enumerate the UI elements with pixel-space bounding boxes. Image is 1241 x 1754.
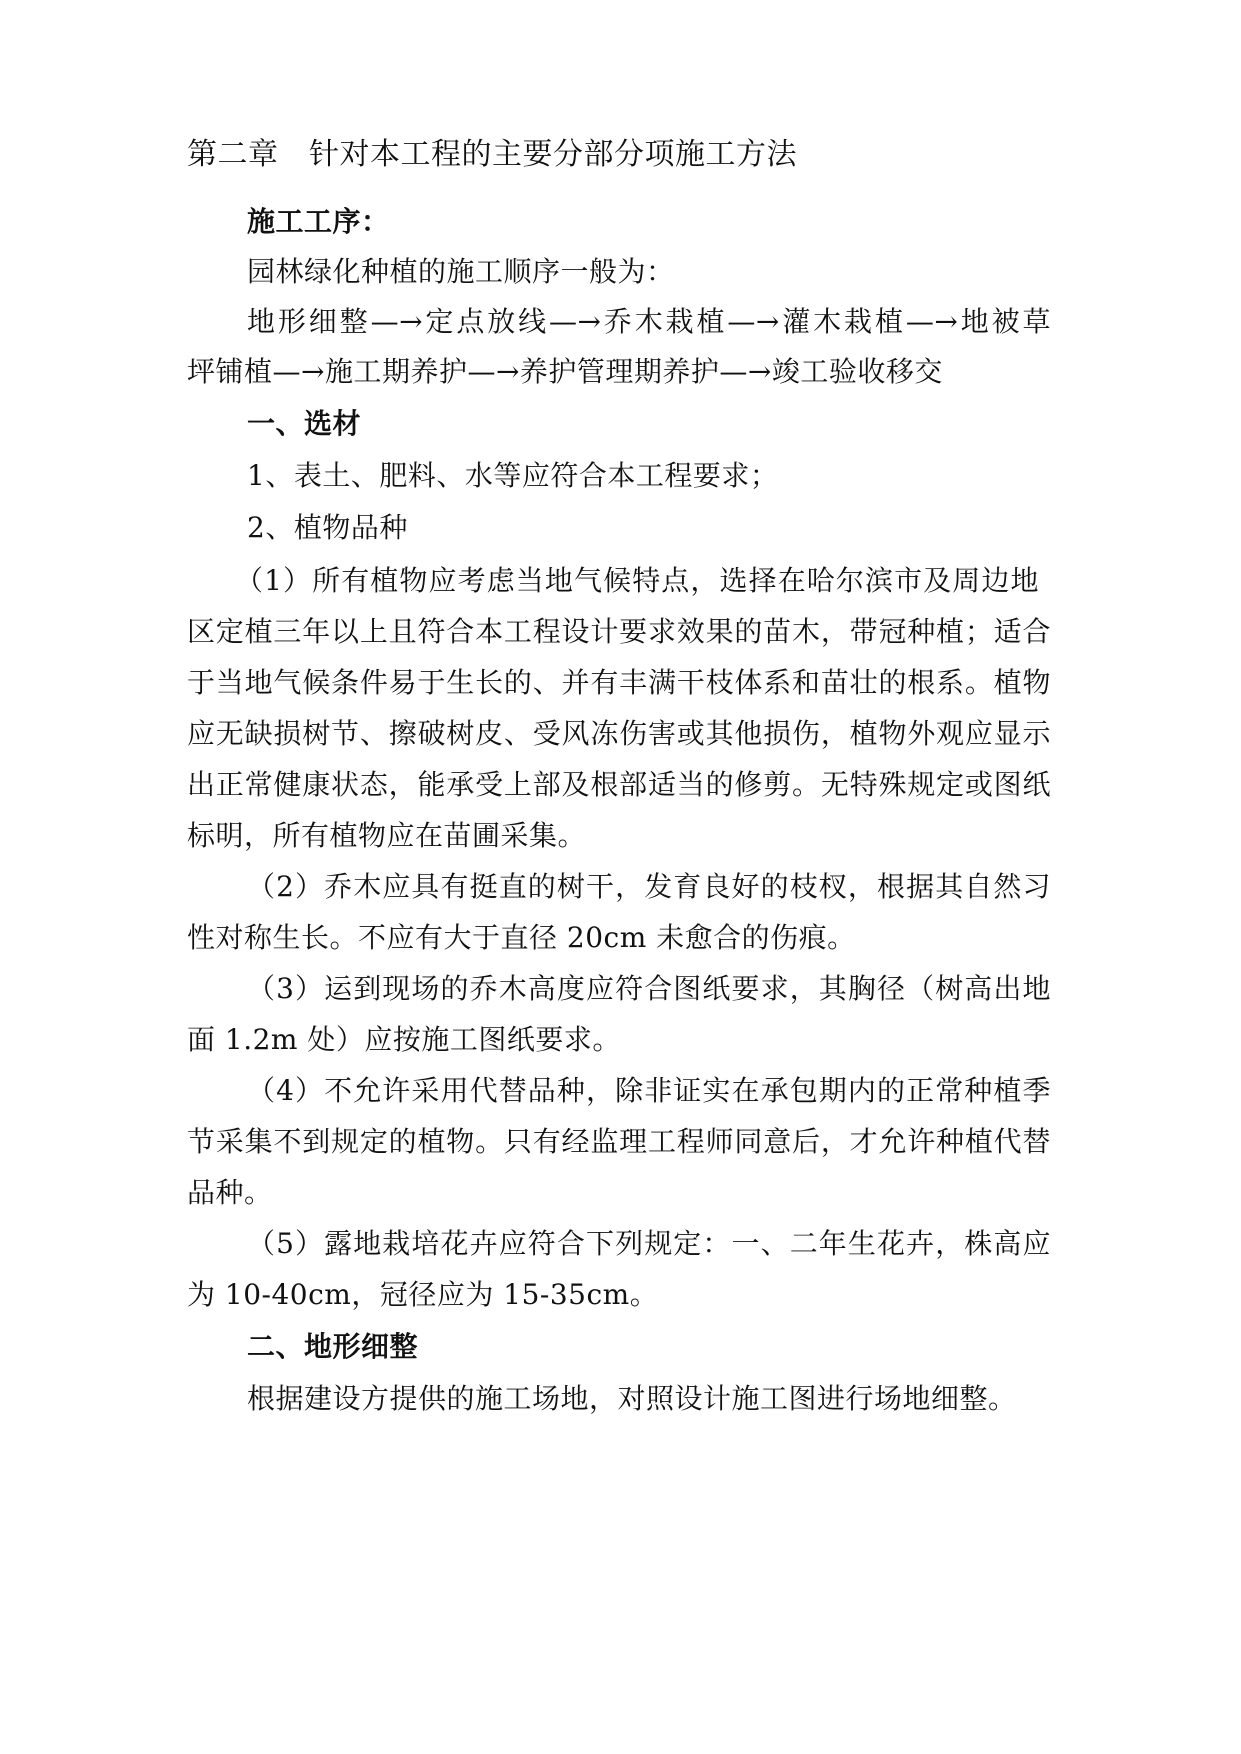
paragraph-line: （5）露地栽培花卉应符合下列规定：一、二年生花卉，株高应 <box>247 1227 1051 1260</box>
paragraph-line: 区定植三年以上且符合本工程设计要求效果的苗木，带冠种植；适合 <box>187 615 1051 648</box>
materials-item: 1、表土、肥料、水等应符合本工程要求； <box>247 459 779 492</box>
paragraph-line: （1）所有植物应考虑当地气候特点，选择在哈尔滨市及周边地 <box>235 564 1039 597</box>
paragraph-line: （2）乔木应具有挺直的树干，发育良好的枝杈，根据其自然习 <box>247 870 1051 903</box>
paragraph-line: 出正常健康状态，能承受上部及根部适当的修剪。无特殊规定或图纸 <box>187 768 1051 801</box>
paragraph-line: 应无缺损树节、擦破树皮、受风冻伤害或其他损伤，植物外观应显示 <box>187 717 1051 750</box>
chapter-title: 第二章 针对本工程的主要分部分项施工方法 <box>187 137 797 172</box>
process-flow-line: 坪铺植—→施工期养护—→养护管理期养护—→竣工验收移交 <box>187 355 943 388</box>
process-intro: 园林绿化种植的施工顺序一般为： <box>247 255 675 288</box>
paragraph-line: 面 1.2m 处）应按施工图纸要求。 <box>187 1023 621 1056</box>
paragraph-line: 品种。 <box>187 1176 273 1209</box>
terrain-heading: 二、地形细整 <box>247 1330 419 1363</box>
paragraph-line: 于当地气候条件易于生长的、并有丰满干枝体系和苗壮的根系。植物 <box>187 666 1051 699</box>
paragraph-line: （3）运到现场的乔木高度应符合图纸要求，其胸径（树高出地 <box>247 972 1051 1005</box>
paragraph-line: 为 10-40cm，冠径应为 15-35cm。 <box>187 1278 659 1311</box>
paragraph-line: 性对称生长。不应有大于直径 20cm 未愈合的伤痕。 <box>187 921 856 954</box>
materials-heading: 一、选材 <box>247 407 362 440</box>
materials-item: 2、植物品种 <box>247 511 408 544</box>
paragraph-line: 标明，所有植物应在苗圃采集。 <box>187 819 587 852</box>
terrain-body: 根据建设方提供的施工场地，对照设计施工图进行场地细整。 <box>247 1382 1017 1415</box>
paragraph-line: （4）不允许采用代替品种，除非证实在承包期内的正常种植季 <box>247 1074 1051 1107</box>
paragraph-line: 节采集不到规定的植物。只有经监理工程师同意后，才允许种植代替 <box>187 1125 1051 1158</box>
process-flow-line: 地形细整—→定点放线—→乔木栽植—→灌木栽植—→地被草 <box>247 305 1051 338</box>
process-heading: 施工工序： <box>247 205 390 238</box>
